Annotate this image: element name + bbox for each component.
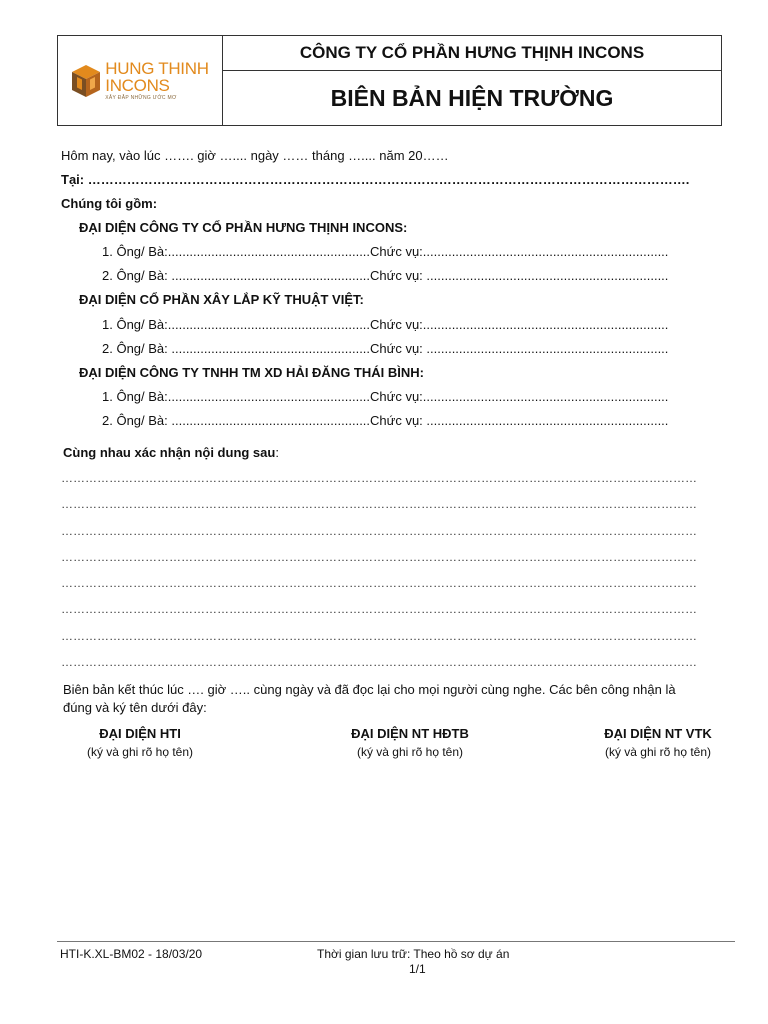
blank-content-line: …………………………………………………………………………………………………………………………………………… <box>61 551 697 563</box>
date-time-line: Hôm nay, vào lúc ……. giờ ….... ngày …… tháng ….... năm 20…… <box>61 148 449 163</box>
document-title: BIÊN BẢN HIỆN TRƯỜNG <box>330 84 614 111</box>
document-header <box>57 35 722 126</box>
blank-content-line: …………………………………………………………………………………………………………………………………………… <box>61 603 697 615</box>
blank-content-line: …………………………………………………………………………………………………………………………………………… <box>61 577 697 589</box>
attendees-heading: Chúng tôi gồm: <box>61 196 158 211</box>
page-number: 1/1 <box>409 962 426 976</box>
party-member-row: 2. Ông/ Bà: .......................................................Chức vụ: ................................................................... <box>102 413 669 428</box>
signature-note: (ký và ghi rõ họ tên) <box>86 745 194 759</box>
signature-title: ĐẠI DIỆN NT VTK <box>604 726 712 741</box>
signature-block-hdtb <box>320 726 500 759</box>
party-heading: ĐẠI DIỆN CÔNG TY TNHH TM XD HẢI ĐĂNG THÁI BÌNH: <box>79 365 424 380</box>
signature-block-vtk <box>588 726 728 759</box>
party-heading: ĐẠI DIỆN CỔ PHẦN XÂY LẮP KỸ THUẬT VIỆT: <box>79 292 364 307</box>
signature-note: (ký và ghi rõ họ tên) <box>604 745 712 759</box>
logo-cell <box>58 36 223 125</box>
signature-note: (ký và ghi rõ họ tên) <box>356 745 464 759</box>
footer-divider <box>57 941 735 942</box>
form-code: HTI-K.XL-BM02 - 18/03/20 <box>60 947 203 961</box>
blank-content-line: …………………………………………………………………………………………………………………………………………… <box>61 630 697 642</box>
party-member-row: 1. Ông/ Bà:........................................................Chức vụ:.................................................................... <box>102 244 669 259</box>
blank-content-line: …………………………………………………………………………………………………………………………………………… <box>61 525 697 537</box>
confirm-colon: : <box>275 445 279 460</box>
party-member-row: 2. Ông/ Bà: .......................................................Chức vụ: ................................................................... <box>102 341 669 356</box>
cube-logo-icon <box>71 64 101 98</box>
party-member-row: 2. Ông/ Bà: .......................................................Chức vụ: ................................................................... <box>102 268 669 283</box>
location-line: Tại: …………………………………………………………………………………………………………………………. <box>61 172 690 187</box>
closing-line: Biên bản kết thúc lúc …. giờ ….. cùng ngày và đã đọc lại cho mọi người cùng nghe. Các bên công nhận là <box>63 682 676 697</box>
company-logo <box>71 60 208 101</box>
blank-content-line: …………………………………………………………………………………………………………………………………………… <box>61 498 697 510</box>
confirm-label: Cùng nhau xác nhận nội dung sau <box>63 445 276 460</box>
closing-line: đúng và ký tên dưới đây: <box>63 700 207 715</box>
confirm-heading <box>63 445 279 460</box>
company-name: CÔNG TY CỔ PHẦN HƯNG THỊNH INCONS <box>223 36 721 71</box>
party-heading: ĐẠI DIỆN CÔNG TY CỔ PHẦN HƯNG THỊNH INCONS: <box>79 220 408 235</box>
blank-content-line: …………………………………………………………………………………………………………………………………………… <box>61 656 697 668</box>
title-cell <box>223 36 721 125</box>
logo-slogan: XÂY ĐẮP NHỮNG ƯỚC MƠ <box>105 95 177 101</box>
signature-block-hti <box>60 726 220 759</box>
logo-wordmark-bottom: INCONS <box>105 76 170 95</box>
storage-period: Thời gian lưu trữ: Theo hồ sơ dự án <box>317 947 510 961</box>
signature-title: ĐẠI DIỆN HTI <box>99 726 181 741</box>
blank-content-line: …………………………………………………………………………………………………………………………………………… <box>61 472 697 484</box>
logo-wordmark-top: HUNG THINH <box>105 59 209 78</box>
party-member-row: 1. Ông/ Bà:........................................................Chức vụ:.................................................................... <box>102 317 669 332</box>
signature-title: ĐẠI DIỆN NT HĐTB <box>351 726 469 741</box>
party-member-row: 1. Ông/ Bà:........................................................Chức vụ:.................................................................... <box>102 389 669 404</box>
